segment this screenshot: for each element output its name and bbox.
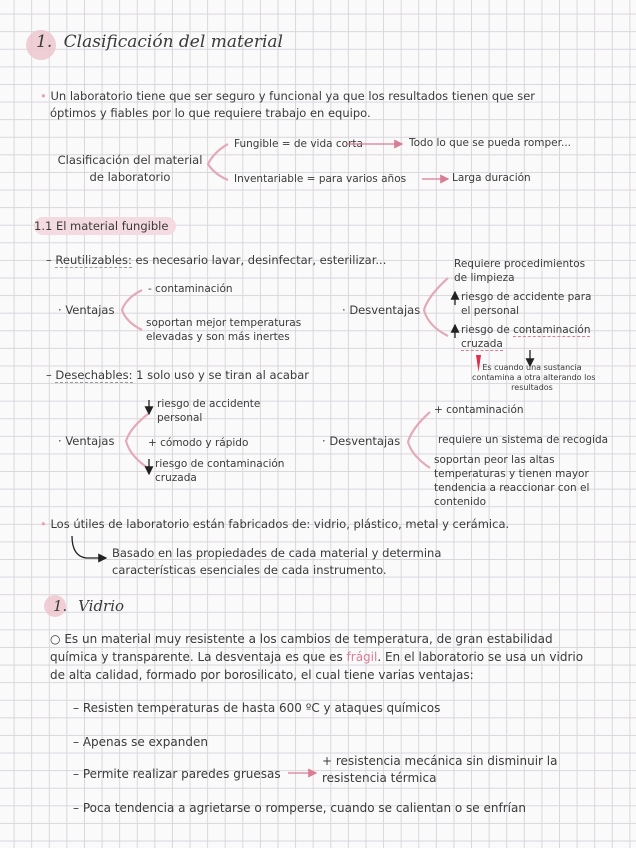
reutil-desventaja-3-keyword: contaminación [513,324,591,336]
note-line: resultados [511,383,553,392]
circle-bullet-icon: ○ [50,632,61,646]
intro-line: óptimos y fiables por lo que requiere trabajo en equipo. [50,106,371,120]
contamination-note [472,363,596,393]
bracket [408,412,430,468]
section-number: 1. [53,597,68,615]
bracket [424,278,448,336]
desech-desventaja-1: + contaminación [434,404,524,416]
reutil-desventaja-1 [454,257,585,285]
ventajas-label-text: Ventajas [65,303,115,317]
inventariable-result: Larga duración [452,172,531,184]
utiles-note-line: Basado en las propiedades de cada material y determina [112,546,442,560]
utiles-note [112,545,441,579]
vidrio-intro-line: de alta calidad, formado por borosilicato, el cual tiene varias ventajas: [50,668,474,682]
reutil-ventaja-1: - contaminación [148,283,233,295]
desech-desventaja-3 [434,453,589,509]
classification-label-line: de laboratorio [89,170,171,184]
desech-ventaja-3-line: riesgo de contaminación [155,458,285,470]
inventariable-text: Inventariable = para varios años [234,173,407,185]
reutil-ventaja-2-line: soportan mejor temperaturas [146,317,302,329]
desech-ventaja-3 [155,457,284,485]
desech-desventaja-3-line: tendencia a reaccionar con el [434,482,590,494]
paredes-note-line: + resistencia mecánica sin disminuir la [322,754,558,768]
reutil-desventajas-label: · Desventajas [342,303,421,317]
bracket [126,414,148,468]
vidrio-item-text: Apenas se expanden [82,735,208,749]
desech-desventaja-3-line: temperaturas y tienen mayor [434,468,589,480]
section-number: 1. [36,32,53,52]
desech-desventaja-3-line: soportan peor las altas [434,454,555,466]
desventajas-label-text: Desventajas [329,434,401,448]
reutil-ventaja-2-line: elevadas y son más inertes [146,331,290,343]
fungible-text: Fungible = de vida corta [234,138,363,150]
note-line: contamina a otra alterando los [472,373,596,382]
desventajas-label-text: Desventajas [349,303,421,317]
vidrio-item-text: Poca tendencia a agrietarse o romperse, cuando se calientan o se enfrían [82,801,526,815]
vidrio-item: – Resisten temperaturas de hasta 600 ºC y ataques químicos [73,701,441,715]
vidrio-intro-line: . En el laboratorio se usa un vidrio [377,650,584,664]
fragil-highlight: frágil [346,650,378,664]
bullet-dot: • [40,89,47,103]
bracket [208,144,228,180]
note-line: Es cuando una sustancia [482,363,582,372]
utiles-text: Los útiles de laboratorio están fabricados de: vidrio, plástico, metal y cerámica. [50,517,510,531]
desechables-line: – Desechables: 1 solo uso y se tiran al acabar [46,368,310,382]
reutil-desventaja-1-line: de limpieza [454,272,515,284]
desechables-text: 1 solo uso y se tiran al acabar [136,368,310,382]
vidrio-item: – Poca tendencia a agrietarse o romperse, cuando se calientan o se enfrían [73,801,526,815]
desech-ventaja-2: + cómodo y rápido [148,437,249,449]
section-title-text: Clasificación del material [63,32,283,52]
vidrio-item-text: Permite realizar paredes gruesas [82,767,281,781]
vidrio-intro-line: Es un material muy resistente a los cambios de temperatura, de gran estabilidad [64,632,553,646]
desech-ventaja-3-line: cruzada [155,472,197,484]
reutilizables-text: es necesario lavar, desinfectar, esterilizar... [135,253,387,267]
reutil-ventaja-2 [146,316,301,344]
curved-arrow-icon [72,536,106,558]
reutil-desventaja-3-keyword: cruzada [461,338,503,350]
reutil-desventaja-3 [461,323,590,351]
desech-ventajas-label: · Ventajas [58,434,115,448]
desech-desventajas-label: · Desventajas [322,434,401,448]
reutil-desventaja-1-line: Requiere procedimientos [454,258,586,270]
reutilizables-label: Reutilizables: [55,253,132,267]
utiles-note-line: características esenciales de cada instrumento. [112,563,387,577]
desech-ventaja-1 [157,397,260,425]
desech-desventaja-3-line: contenido [434,496,487,508]
classification-label-line: Clasificación del material [57,153,203,167]
intro-paragraph [40,88,535,122]
vidrio-item-text: Resisten temperaturas de hasta 600 ºC y ataques químicos [82,701,441,715]
reutil-ventajas-label: · Ventajas [58,303,115,317]
section-title [36,32,283,52]
fungible-result: Todo lo que se pueda romper... [409,137,571,149]
desech-ventaja-1-line: riesgo de accidente [157,398,261,410]
reutil-desventaja-2-line: riesgo de accidente para [461,291,592,303]
paredes-note-line: resistencia térmica [322,771,437,785]
section-title-text: Vidrio [78,597,125,615]
desech-desventaja-2: requiere un sistema de recogida [438,434,609,446]
vidrio-intro-line: química y transparente. La desventaja es que es [50,650,347,664]
ventajas-label-text: Ventajas [65,434,115,448]
classification-label [52,152,208,186]
vidrio-intro [50,630,583,684]
desech-ventaja-1-line: personal [157,412,203,424]
bullet-dot: • [40,517,47,531]
section-title [53,597,124,615]
bracket [122,290,142,330]
subheading: 1.1 El material fungible [34,219,169,233]
paredes-note [322,753,558,787]
reutil-desventaja-3-text: riesgo de [461,324,510,336]
desechables-label: Desechables: [55,368,133,382]
vidrio-item: – Apenas se expanden [73,735,208,749]
intro-line: Un laboratorio tiene que ser seguro y funcional ya que los resultados tienen que ser [50,89,536,103]
reutil-desventaja-2-line: el personal [461,305,520,317]
reutil-desventaja-2 [461,290,592,318]
utiles-line [40,516,509,533]
reutilizables-line: – Reutilizables: es necesario lavar, desinfectar, esterilizar... [46,253,387,267]
vidrio-item: – Permite realizar paredes gruesas [73,767,281,781]
